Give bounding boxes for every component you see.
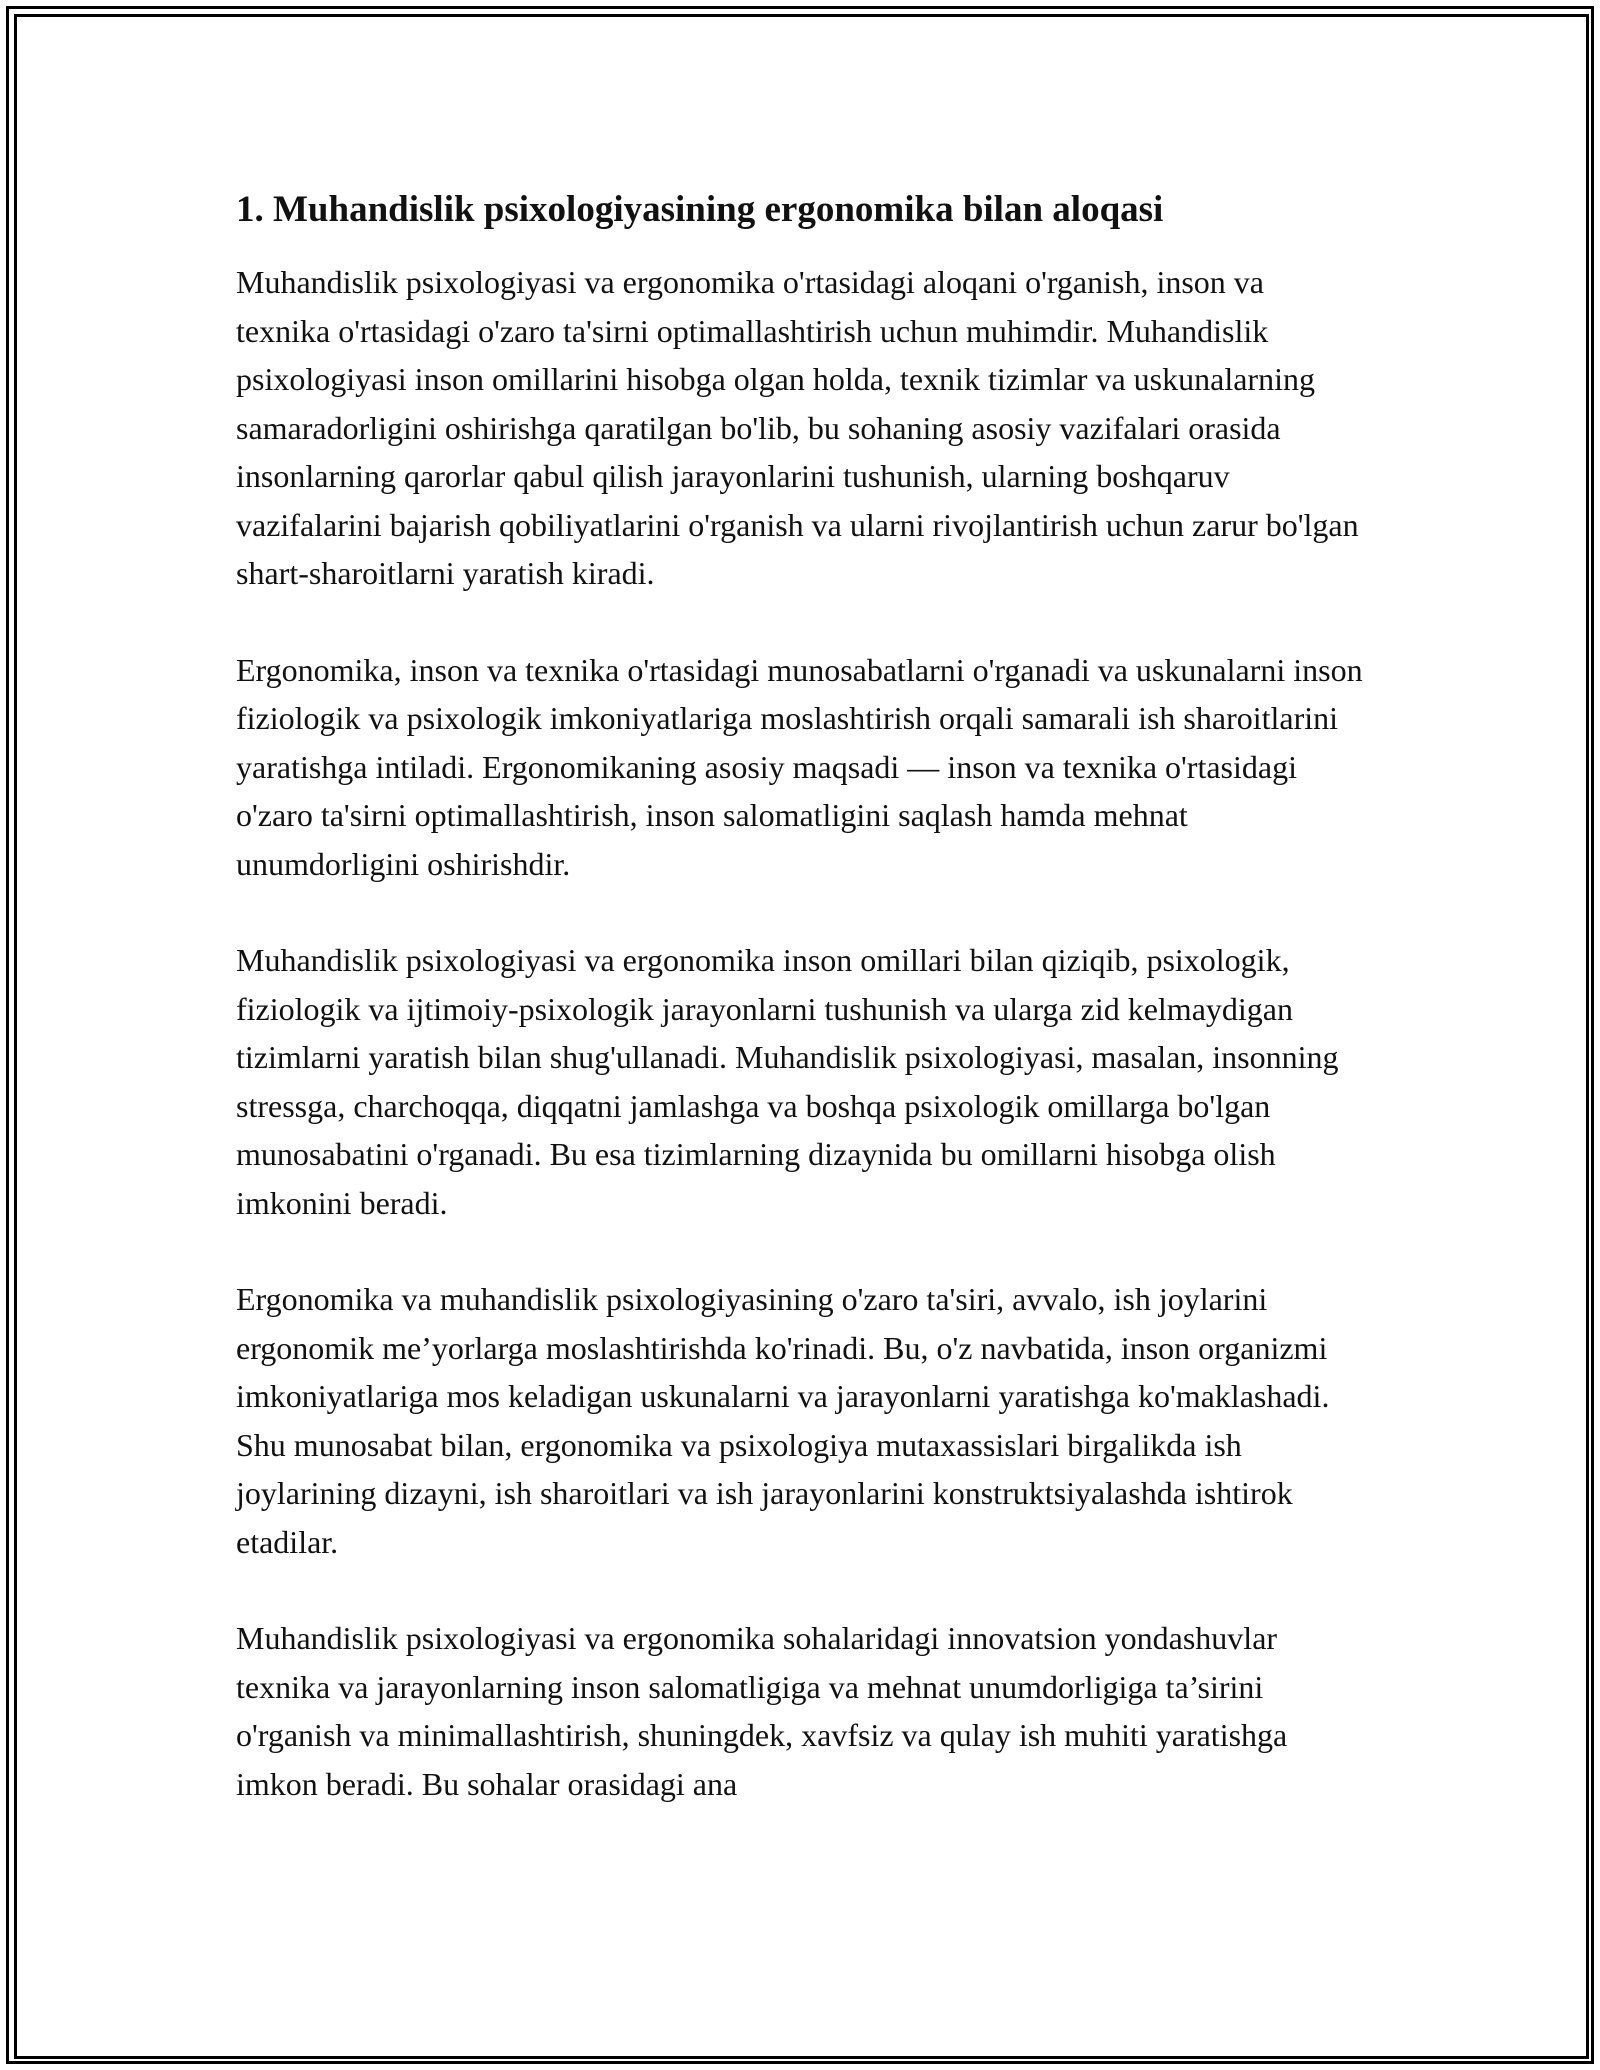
paragraph-2: Ergonomika, inson va texnika o'rtasidagi munosabatlarni o'rganadi va uskunalarni inson fiziologik va psixologik imkoniyatlariga moslashtirish orqali samarali ish sharoitlarini yaratishga intiladi. Ergonomikaning asosiy maqsadi — inson va texnika o'rtasidagi o'zaro ta'sirni optimallashtirish, inson salomatligini saqlash hamda mehnat unumdorligini oshirishdir. <box>236 651 1363 882</box>
document-body <box>236 186 1366 1856</box>
paragraph-3: Muhandislik psixologiyasi va ergonomika inson omillari bilan qiziqib, psixologik, fiziologik va ijtimoiy-psixologik jarayonlarni tushunish va ularga zid kelmaydigan tizimlarni yaratish bilan shug'ullanadi. Muhandislik psixologiyasi, masalan, insonning stressga, charchoqqa, diqqatni jamlashga va boshqa psixologik omillarga bo'lgan munosabatini o'rganadi. Bu esa tizimlarning dizaynida bu omillarni hisobga olish imkonini beradi. <box>236 942 1339 1221</box>
paragraph-1: Muhandislik psixologiyasi va ergonomika o'rtasidagi aloqani o'rganish, inson va texnika o'rtasidagi o'zaro ta'sirni optimallashtirish uchun muhimdir. Muhandislik psixologiyasi inson omillarini hisobga olgan holda, texnik tizimlar va uskunalarning samaradorligini oshirishga qaratilgan bo'lib, bu sohaning asosiy vazifalari orasida insonlarning qarorlar qabul qilish jarayonlarini tushunish, ularning boshqaruv vazifalarini bajarish qobiliyatlarini o'rganish va ularni rivojlantirish uchun zarur bo'lgan shart-sharoitlarni yaratish kiradi. <box>236 264 1359 592</box>
paragraph-5: Muhandislik psixologiyasi va ergonomika sohalaridagi innovatsion yondashuvlar texnika va jarayonlarning inson salomatligiga va mehnat unumdorligiga ta’sirini o'rganish va minimallashtirish, shuningdek, xavfsiz va qulay ish muhiti yaratishga imkon beradi. Bu sohalar orasidagi ana <box>236 1620 1288 1802</box>
section-heading: 1. Muhandislik psixologiyasining ergonomika bilan aloqasi <box>236 189 1164 230</box>
paragraph-4: Ergonomika va muhandislik psixologiyasining o'zaro ta'siri, avvalo, ish joylarini ergonomik me’yorlarga moslashtirishda ko'rinadi. Bu, o'z navbatida, inson organizmi imkoniyatlariga mos keladigan uskunalarni va jarayonlarni yaratishga ko'maklashadi. Shu munosabat bilan, ergonomika va psixologiya mutaxassislari birgalikda ish joylarining dizayni, ish sharoitlari va ish jarayonlarini konstruktsiyalashda ishtirok etadilar. <box>236 1281 1330 1560</box>
